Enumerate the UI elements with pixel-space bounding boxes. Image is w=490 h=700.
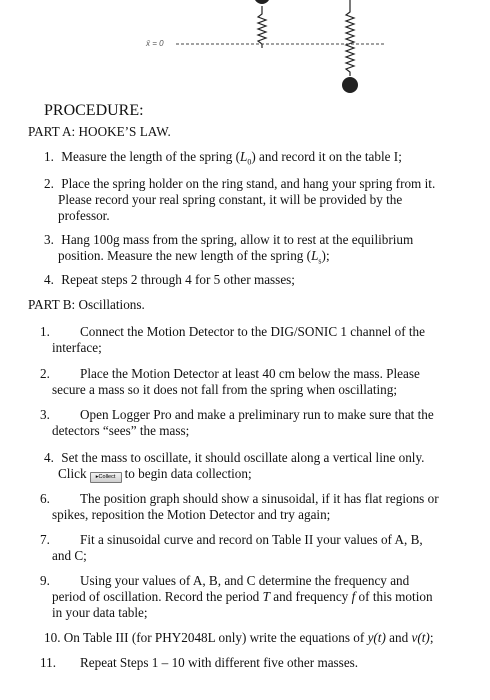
part-b-step-10: 10. On Table III (for PHY2048L only) write the equations of y(t) and v(t); <box>44 630 434 645</box>
part-b-step-9: 9. Using your values of A, B, and C determine the frequency and period of oscillation. Record the period T and frequency f of this motion in your data table; <box>40 573 433 620</box>
collect-button[interactable]: ▸Collect <box>90 472 122 483</box>
equilibrium-label: x̄ = 0 <box>146 39 164 48</box>
procedure-heading: PROCEDURE: <box>44 102 144 119</box>
part-b-step-11: 11. Repeat Steps 1 – 10 with different five other masses. <box>40 655 359 670</box>
part-b-step-4: 4. Set the mass to oscillate, it should oscillate along a vertical line only. Click ▸Collect to begin data collection; <box>44 450 425 481</box>
part-b-step-7: 7. Fit a sinusoidal curve and record on Table II your values of A, B, and C; <box>40 532 423 563</box>
right-mass <box>342 77 358 93</box>
left-spring <box>258 6 266 48</box>
part-b-title: PART B: Oscillations. <box>28 297 145 312</box>
part-a-title: PART A: HOOKE’S LAW. <box>28 124 171 139</box>
part-a-step-4: 4. Repeat steps 2 through 4 for 5 other masses; <box>44 272 295 287</box>
part-b-step-2: 2. Place the Motion Detector at least 40 cm below the mass. Please secure a mass so it does not fall from the spring when oscillating; <box>40 366 420 397</box>
part-b-step-3: 3. Open Logger Pro and make a preliminary run to make sure that the detectors “sees” the mass; <box>40 407 434 438</box>
part-b-step-6: 6. The position graph should show a sinusoidal, if it has flat regions or spikes, reposition the Motion Detector and try again; <box>40 491 439 522</box>
part-a-step-3: 3. Hang 100g mass from the spring, allow it to rest at the equilibrium position. Measure the new length of the spring $(L_s)$; <box>44 232 414 266</box>
left-mass <box>254 0 270 4</box>
right-spring <box>346 8 354 76</box>
part-a-step-2: 2. Place the spring holder on the ring stand, and hang your spring from it. Please record your real spring constant, it will be provided by the professor. <box>44 176 436 223</box>
spring-diagram <box>0 0 490 100</box>
part-b-step-1: 1. Connect the Motion Detector to the DIG/SONIC 1 channel of the interface; <box>40 324 425 355</box>
part-a-step-1: 1. Measure the length of the spring $(L_0)$ and record it on the table I; <box>44 149 402 167</box>
